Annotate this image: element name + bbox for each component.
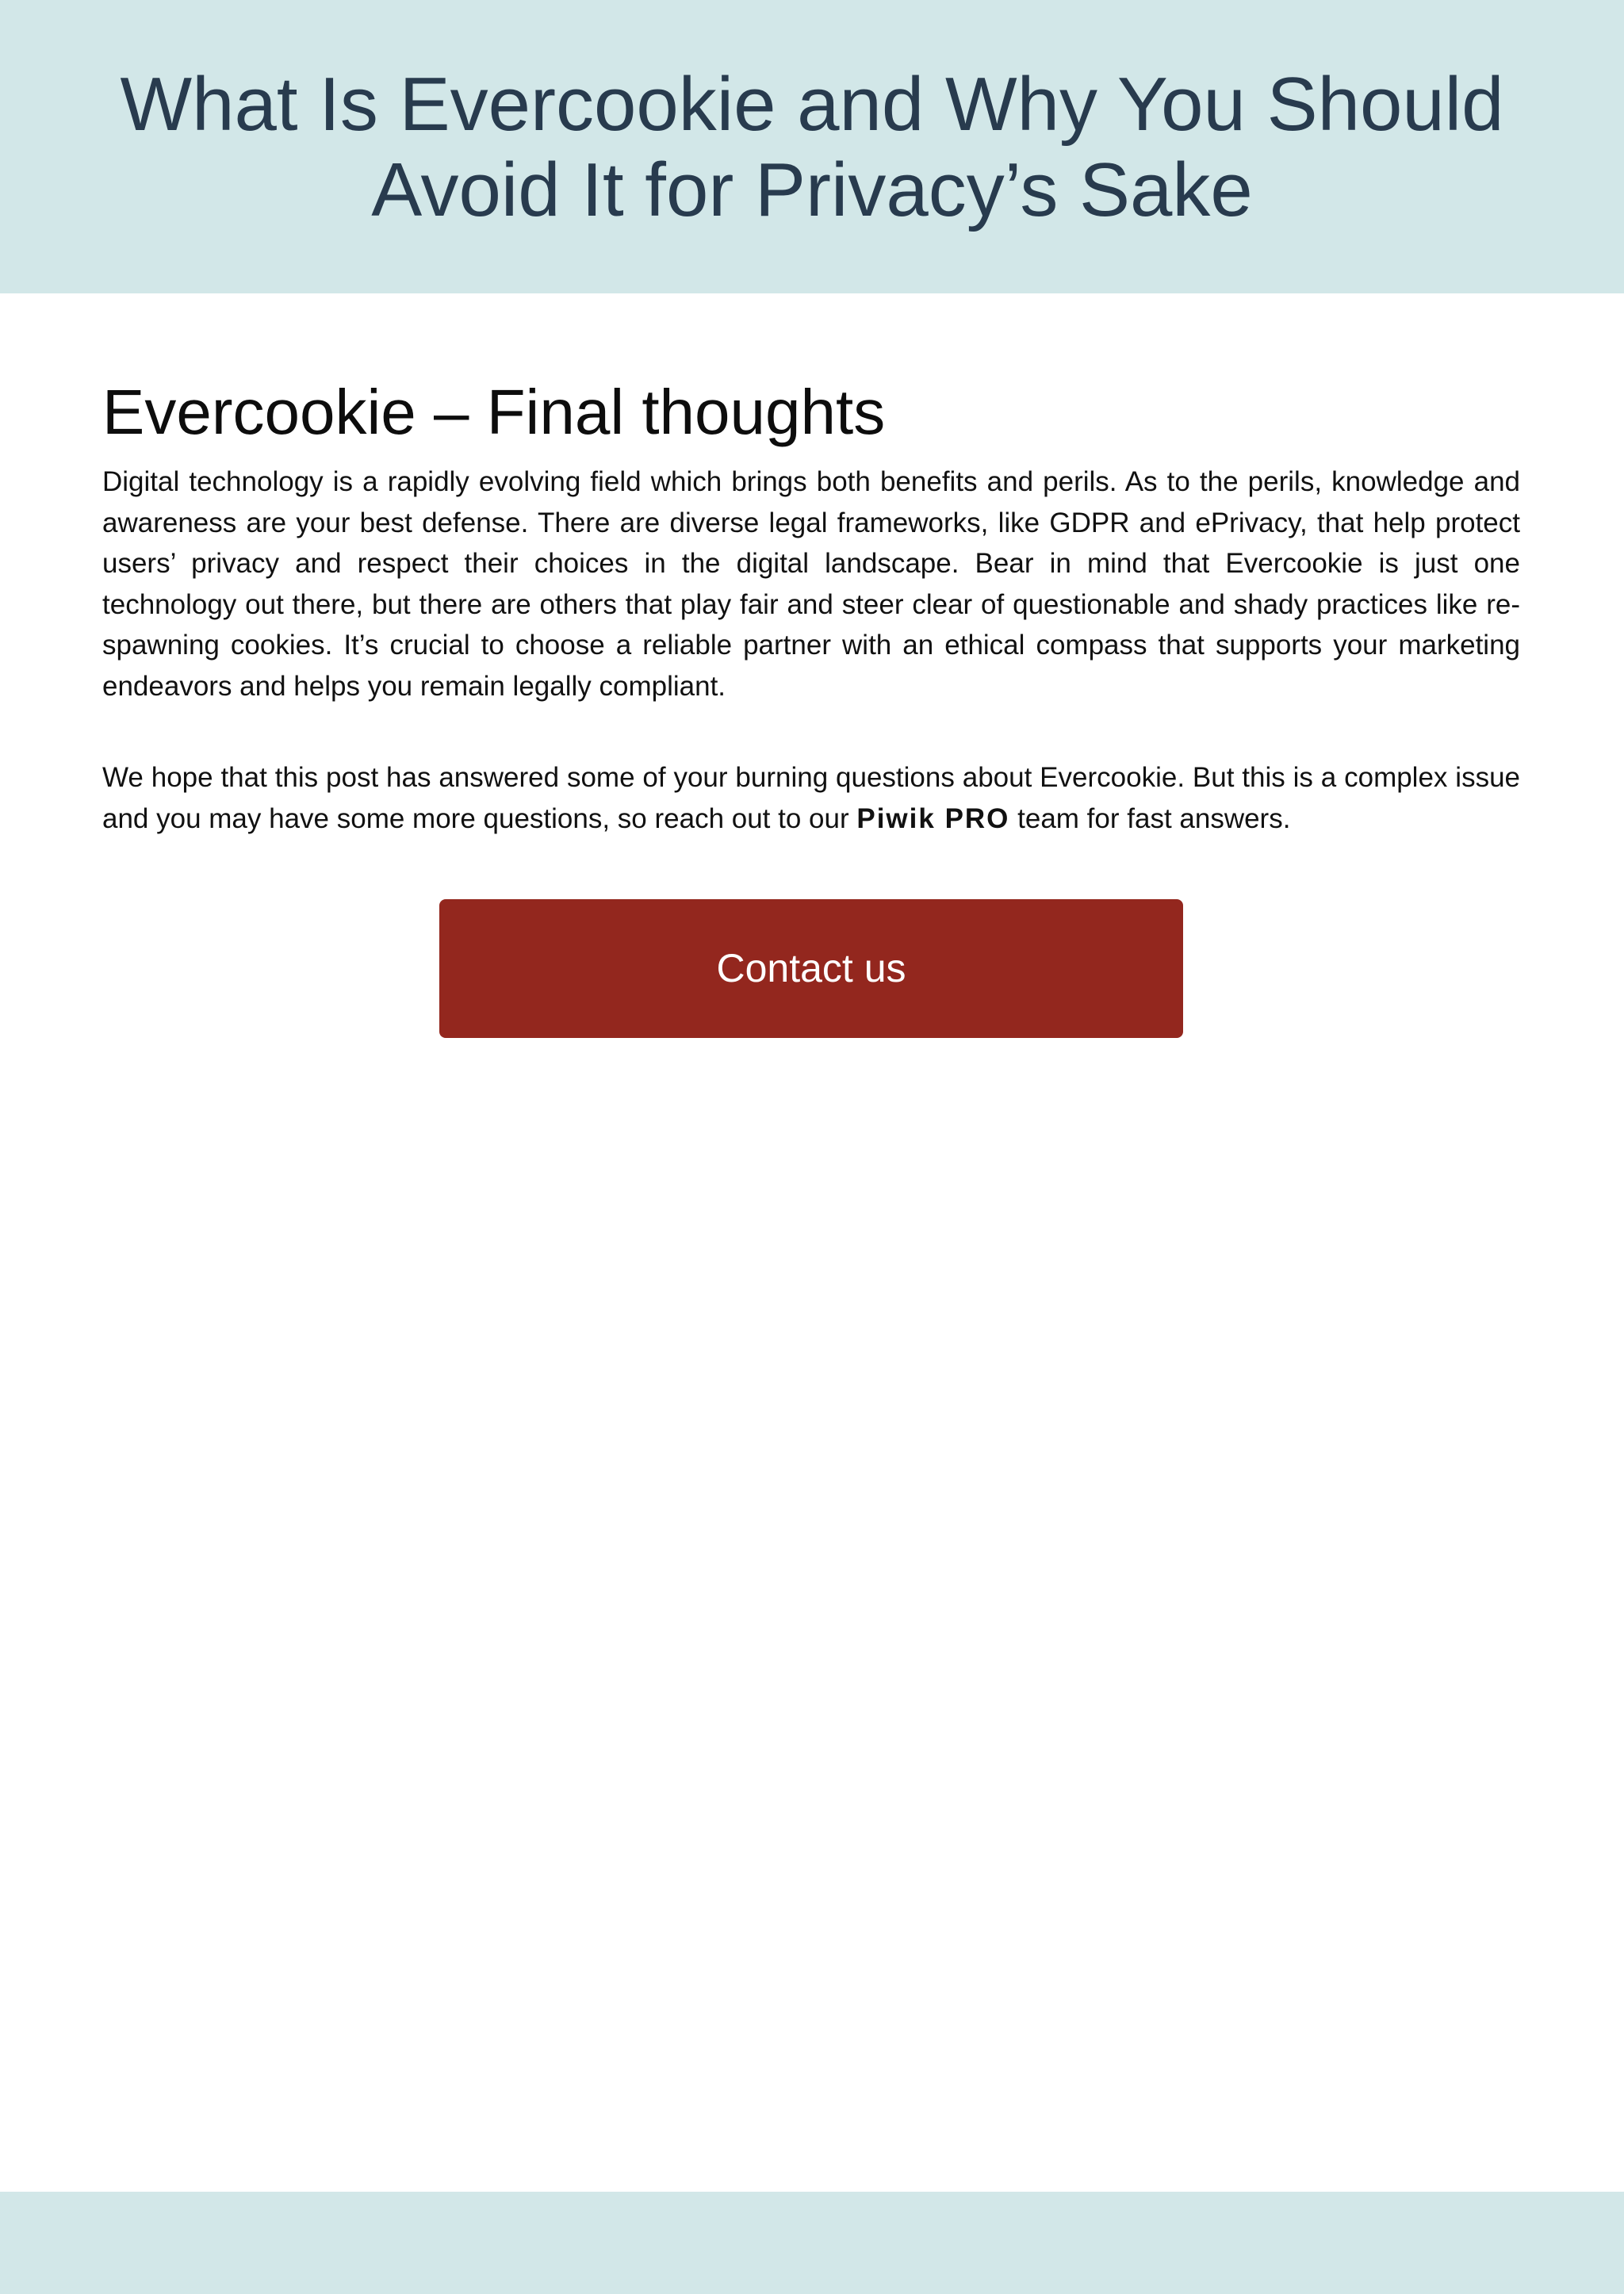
footer-band: [0, 2192, 1624, 2294]
paragraph-2-text-after: team for fast answers.: [1009, 802, 1291, 834]
brand-name: Piwik PRO: [856, 802, 1010, 834]
header-band: [0, 0, 1624, 293]
contact-us-button[interactable]: Contact us: [439, 899, 1183, 1038]
page-title: What Is Evercookie and Why You Should Avoid It for Privacy’s Sake: [120, 62, 1504, 232]
paragraph-2-text-before: We hope that this post has answered some of your burning questions about Evercookie. But this is a complex issue and you may have some more questions, so reach out to our: [102, 762, 1520, 834]
main-content: [102, 373, 1520, 839]
body-paragraph-2: [102, 757, 1520, 839]
body-paragraph-1: Digital technology is a rapidly evolving field which brings both benefits and perils. As to the perils, knowledge and awareness are your best defense. There are diverse legal frameworks, like GDPR and ePrivacy, that help protect users’ privacy and respect their choices in the digital landscape. Bear in mind that Evercookie is just one technology out there, but there are others that play fair and steer clear of questionable and shady practices like re-spawning cookies. It’s crucial to choose a reliable partner with an ethical compass that supports your marketing endeavors and helps you remain legally compliant.: [102, 466, 1520, 702]
section-heading: Evercookie – Final thoughts: [102, 377, 886, 447]
